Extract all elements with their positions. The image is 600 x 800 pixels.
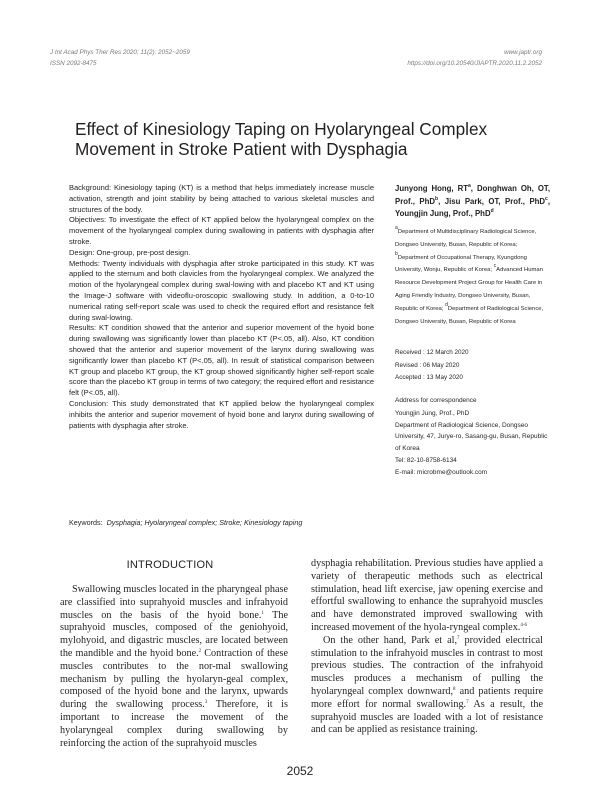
affiliation-sup: b xyxy=(395,250,398,257)
author-2: , Donghwan Oh, OT, Prof., PhD xyxy=(395,184,550,206)
citation-ref: 1 xyxy=(261,610,264,616)
received-date: Received : 12 March 2020 xyxy=(395,349,469,356)
intro-text: The suprahyoid muscles, composed of the geniohyoid, mylohyoid, and digastric muscles, are located between the mandible and the hyoid bone. xyxy=(60,609,288,659)
abstract-methods: Methods: Twenty individuals with dysphagia after stroke participated in this study. KT was applied to the sternum and both clavicles from the hyolaryngeal complex. We analyzed the motion of the hyolaryngeal complex during swal-lowing with and placebo KT and KT using the Image-J software with videoflu-oroscopic swallowing study. In addition, a 0-to-10 numerical rating self-report scale was used to check the required effort and resistance felt during swal-lowing. xyxy=(69,258,374,322)
citation-ref: 3 xyxy=(204,700,208,706)
abstract xyxy=(69,183,374,431)
author-4: , Youngjin Jung, Prof., PhD xyxy=(395,196,550,218)
paper-title: Effect of Kinesiology Taping on Hyolaryngeal Complex Movement in Stroke Patient with Dysphagia xyxy=(75,119,488,159)
page-number: 2052 xyxy=(286,764,314,778)
revised-date: Revised : 06 May 2020 xyxy=(395,361,460,369)
intro-text: dysphagia rehabilitation. Previous studies have applied a variety of therapeutic methods such as electrical stimulation, head lift exercise, jaw opening exercise and effortful swallowing to enhance the suprahyoid muscles and have demonstrated improved swallowing with increased movement of the hyola-ryngeal complex. xyxy=(311,558,543,633)
author-1-sup: a xyxy=(468,183,471,189)
journal-header-left xyxy=(50,47,190,69)
affiliation-b: Department of Occupational Therapy, Kyungdong University, Wonju, Republic of Korea; xyxy=(395,254,527,274)
intro-text: Therefore, it is important to increase the movement of the hyolaryngeal complex during swallowing by reinforcing the action of the suprahyoid muscles xyxy=(60,699,288,749)
intro-paragraph-1-part-1 xyxy=(60,584,288,750)
journal-website-link[interactable]: www.japtr.org xyxy=(504,49,542,56)
intro-text: On the other hand, Park et al, xyxy=(323,634,457,646)
keywords-value: Dysphagia; Hyolaryngeal complex; Stroke; Kinesiology taping xyxy=(106,518,303,527)
citation-ref: 7 xyxy=(457,635,460,641)
intro-paragraph-1-part-2 xyxy=(311,558,543,635)
intro-text: and patients require more effort for normal swallowing. xyxy=(311,685,544,710)
citation-ref: 7 xyxy=(466,699,469,705)
affiliations xyxy=(395,226,548,328)
citation-ref: 2 xyxy=(198,648,202,654)
correspondence-name: Youngjin Jung, Prof., PhD xyxy=(395,409,470,417)
correspondence-tel: Tel: 82-10-8758-6134 xyxy=(395,456,457,464)
abstract-objectives: Objectives: To investigate the effect of KT applied below the hyolaryngeal complex on the movement of the hyolaryngeal complex during swallowing in patients with dysphagia after stroke. xyxy=(69,215,374,246)
citation-ref: 4-6 xyxy=(520,622,528,628)
author-2-sup: b xyxy=(435,195,439,202)
intro-paragraph-2 xyxy=(311,635,543,737)
accepted-date: Accepted : 13 May 2020 xyxy=(395,374,463,381)
abstract-background: Background: Kinesiology taping (KT) is a method that helps immediately increase muscle activation, strength and joint stability by being attached to various skeletal muscles and structures of the body. xyxy=(69,183,374,214)
correspondence-address: Department of Radiological Science, Dongseo University, 47, Jurye-ro, Sasang-gu, Busan, Republic of Korea xyxy=(395,421,548,453)
affiliation-a: Department of Multidisciplinary Radiological Science, Dongseo University, Busan, Republic of Korea; xyxy=(395,229,537,248)
intro-text: Contraction of these muscles contributes to the nor-mal swallowing mechanism by pulling the hyolaryn-geal complex, composed of the hyoid bone and the larynx, upwards during the swallowing process. xyxy=(60,647,288,711)
author-3-sup: c xyxy=(545,195,548,202)
abstract-results: Results: KT condition showed that the anterior and superior movement of the hyoid bone during swallowing was significantly lower than placebo KT (P<.05, all). Also, KT condition showed that the anterior and superior movement of the larynx during swallowing was significantly lower than placebo KT (P<.05, all). In result of statistical comparison between KT group and placebo KT group, the KT group showed significantly higher self-report scale score than the placebo KT group in terms of two category; the required effort and resistance felt (P<.05, all). xyxy=(69,323,374,398)
affiliation-sup: c xyxy=(493,263,497,270)
abstract-conclusion: Conclusion: This study demonstrated that KT applied below the hyolaryngeal complex inhibits the anterior and superior movement of hyoid bone and larynx during swallowing of patients with dysphagia after stroke. xyxy=(69,398,374,430)
correspondence-email[interactable]: E-mail: microbme@outlook.com xyxy=(395,468,488,476)
citation-ref: 8 xyxy=(453,686,456,692)
correspondence xyxy=(395,395,548,479)
article-dates xyxy=(395,347,548,385)
intro-text: Swallowing muscles located in the pharyngeal phase are classified into suprahyoid muscles and infrahyoid muscles on the basis of the hyoid bone. xyxy=(60,584,288,621)
author-1: Junyong Hong, RT xyxy=(395,184,469,193)
section-heading-introduction: INTRODUCTION xyxy=(126,559,214,571)
body-column-right xyxy=(311,558,543,737)
journal-citation: J Int Acad Phys Ther Res 2020; 11(2): 2052~2059 xyxy=(50,49,190,56)
issn: ISSN 2092-8475 xyxy=(50,60,97,67)
affiliation-sup: d xyxy=(445,301,448,308)
affiliation-c: Advanced Human Resource Development Project Group for Health Care in Aging Friendly Industry, Dongseo University, Busan, Republic of Korea; xyxy=(395,267,543,312)
correspondence-heading: Address for correspondence xyxy=(395,397,477,404)
abstract-design: Design: One-group, pre-post design. xyxy=(69,247,191,257)
keywords xyxy=(69,518,302,527)
doi-link[interactable]: https://doi.org/10.20540/JIAPTR.2020.11.2.2052 xyxy=(407,60,542,67)
affiliation-sup: a xyxy=(395,225,398,231)
keywords-label: Keywords: xyxy=(69,518,103,527)
journal-header-right xyxy=(407,47,542,69)
intro-text: As a result, the suprahyoid muscles are loaded with a lot of resistance and can be applied as resistance training. xyxy=(311,698,543,736)
author-list xyxy=(395,183,550,221)
author-3: , Jisu Park, OT, Prof., PhD xyxy=(438,196,546,206)
author-4-sup: d xyxy=(490,208,494,214)
affiliation-d: Department of Radiological Science, Dongseo University, Busan, Republic of Korea xyxy=(395,305,544,325)
body-column-left xyxy=(60,584,288,750)
intro-text: provided electrical stimulation to the infrahyoid muscles in contrast to most previous studies. The contraction of the infrahyoid muscles produces a mechanism of pulling the hyolaryngeal complex downward, xyxy=(311,634,543,697)
